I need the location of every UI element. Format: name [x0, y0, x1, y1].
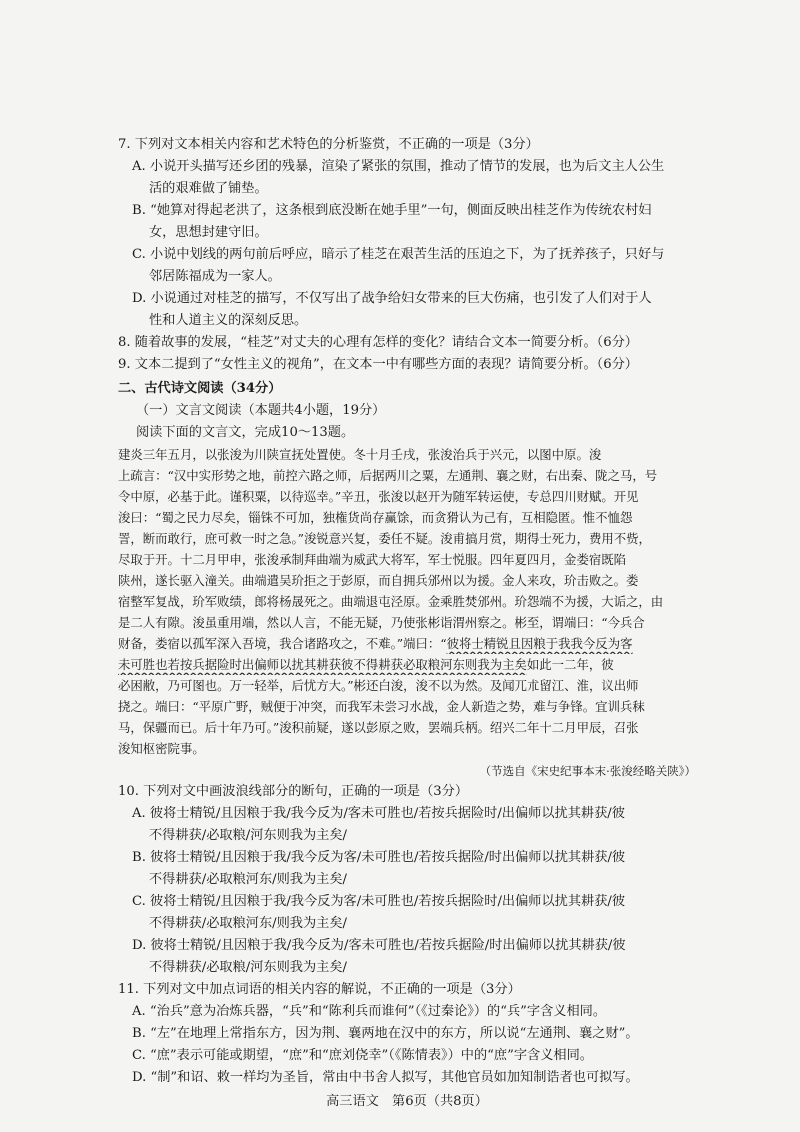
option-line: A. 彼将士精锐/且因粮于我/我今反为/客未可胜也/若按兵据险时/出偏师以扰其耕获/彼 — [132, 806, 625, 821]
page-footer: 高三语文 第6页（共8页） — [326, 1094, 488, 1109]
instruction: 阅读下面的文言文，完成10～13题。 — [136, 425, 355, 440]
passage-line: 詈，断而敢行，庶可救一时之急。”浚锐意兴复，委任不疑。浚甫搞月赏，期得士死力，费用不赀， — [118, 531, 651, 546]
passage-line-wavy — [118, 633, 696, 654]
passage-line: 陕州，遂长驱入潼关。曲端遣吴玠拒之于彭原，而自拥兵邠州以为援。金人来攻，玠击败之。娄 — [118, 573, 639, 588]
passage-line: 必困敝，乃可图也。万一轻举，后忧方大。”彬还白浚，浚不以为然。及闻兀朮留江、淮，议出师 — [118, 678, 639, 693]
wavy-underlined-text: 未可胜也若按兵据险时出偏师以扰其耕获彼不得耕获必取粮河东则我为主矣 — [118, 657, 527, 672]
passage-line: 浚曰：“蜀之民力尽矣，锱铢不可加，独権货尚存赢馀，而贪猾认为己有，互相隐匿。惟不恤怨 — [118, 510, 633, 525]
question-7 — [118, 134, 696, 332]
option-line: 不得耕获/必取粮/河东则我为主矣/ — [149, 828, 347, 843]
option-line: 活的艰难做了铺垫。 — [149, 181, 268, 196]
option-line: D. 小说通过对桂芝的描写，不仅写出了战争给妇女带来的巨大伤痛，也引发了人们对于人 — [132, 291, 652, 306]
option-line: 性和人道主义的深刻反思。 — [149, 313, 308, 328]
exam-page — [118, 134, 696, 1113]
classical-passage — [118, 444, 696, 759]
question-10 — [118, 781, 696, 979]
question-8: 8. 随着故事的发展，“桂芝”对丈夫的心理有怎样的变化？请结合文本一简要分析。（6分） — [118, 335, 638, 350]
passage-line: 宿整军复战，玠军败绩，郎将杨晟死之。曲端退屯泾原。金乘胜焚邠州。玠怨端不为援，大诟之，由 — [118, 594, 664, 609]
passage-text: 如此一二年，彼 — [526, 657, 614, 672]
option-line: A. “治兵”意为冶炼兵器，“兵”和“陈利兵而谁何”（《过秦论》）的“兵”字含义相同。 — [132, 1004, 607, 1019]
passage-line-wavy — [118, 654, 696, 675]
passage-line: 建炎三年五月，以张浚为川陕宣抚处置使。冬十月壬戌，张浚治兵于兴元，以图中原。浚 — [118, 447, 602, 462]
passage-line: 马，保疆而已。后十年乃可。”浚积前疑，遂以彭原之败，罢端兵柄。绍兴二年十二月甲辰，召张 — [118, 720, 639, 735]
section-title: 二、古代诗文阅读（34分） — [118, 381, 282, 396]
question-11 — [118, 979, 696, 1089]
wavy-underlined-text: 彼将士精锐且因粮于我我今反为客 — [446, 636, 633, 651]
option-line: C. 彼将士精锐/且因粮于我/我今反为客/未可胜也/若按兵据险时/出偏师以扰其耕获/彼 — [132, 894, 626, 909]
passage-source: （节选自《宋史纪事本末·张浚经略关陕》） — [479, 764, 696, 778]
option-line: 不得耕获/必取粮河东/则我为主矣/ — [149, 872, 347, 887]
question-stem: 10. 下列对文中画波浪线部分的断句，正确的一项是（3分） — [118, 784, 469, 799]
option-line: D. 彼将士精锐/且因粮于我/我今反为/客未可胜也/若按兵据险/时出偏师以扰其耕获/彼 — [132, 938, 626, 953]
passage-line: 上疏言：“汉中实形势之地，前控六路之师，后据两川之粟，左通荆、襄之财，右出秦、陇之马，号 — [118, 468, 658, 483]
question-stem: 11. 下列对文中加点词语的相关内容的解说，不正确的一项是（3分） — [118, 982, 521, 997]
option-line: 不得耕获/必取粮/河东则我为主矣/ — [149, 960, 347, 975]
subsection-title: （一）文言文阅读（本题共4小题，19分） — [136, 403, 386, 418]
option-line: C. 小说中划线的两句前后呼应，暗示了桂芝在艰苦生活的压迫之下，为了抚养孩子，只好与 — [132, 247, 665, 262]
option-line: B. 彼将士精锐/且因粮于我/我今反为客/未可胜也/若按兵据险/时出偏师以扰其耕获/彼 — [132, 850, 626, 865]
passage-text: 财备，娄宿以孤军深入吾境，我合诸路攻之，不难。”端曰：“ — [118, 636, 447, 651]
option-line: 不得耕获/必取粮河东/则我为主矣/ — [149, 916, 347, 931]
question-9: 9. 文本二提到了“女性主义的视角”，在文本一中有哪些方面的表现？请简要分析。（6分） — [118, 357, 638, 372]
passage-line: 挠之。端曰：“平原广野，贼便于冲突，而我军未尝习水战，金人新造之势，难与争锋。宜训兵秣 — [118, 699, 645, 714]
option-line: B. “她算对得起老洪了，这条根到底没断在她手里”一句，侧面反映出桂芝作为传统农村妇 — [132, 203, 652, 218]
option-line: 邻居陈福成为一家人。 — [149, 269, 281, 284]
option-line: C. “庶”表示可能或期望，“庶”和“庶刘侥幸”（《陈情表》）中的“庶”字含义相同。 — [132, 1048, 593, 1063]
option-line: D. “制”和诏、敕一样均为圣旨，常由中书舍人拟写，其他官员如加知制诰者也可拟写。 — [132, 1070, 639, 1085]
passage-line: 浚知枢密院事。 — [118, 741, 205, 756]
option-line: B. “左”在地理上常指东方，因为荆、襄两地在汉中的东方，所以说“左通荆、襄之财”。 — [132, 1026, 639, 1041]
passage-line: 是二人有隙。浚虽重用端，然以人言，不能无疑，乃使张彬诣渭州察之。彬至，谓端曰：“今兵合 — [118, 615, 645, 630]
passage-line: 令中原，必基于此。谨积粟，以待巡幸。”辛丑，张浚以赵开为随军转运使，专总四川财赋。开见 — [118, 489, 639, 504]
option-line: 女，思想封建守旧。 — [149, 225, 268, 240]
passage-line: 尽取于开。十二月甲申，张浚承制拜曲端为威武大将军，军士悦服。四年夏四月，金娄宿既陷 — [118, 552, 627, 567]
question-stem: 7. 下列对文本相关内容和艺术特色的分析鉴赏，不正确的一项是（3分） — [118, 137, 539, 152]
option-line: A. 小说开头描写还乡团的残暴，渲染了紧张的氛围，推动了情节的发展，也为后文主人公生 — [132, 159, 665, 174]
